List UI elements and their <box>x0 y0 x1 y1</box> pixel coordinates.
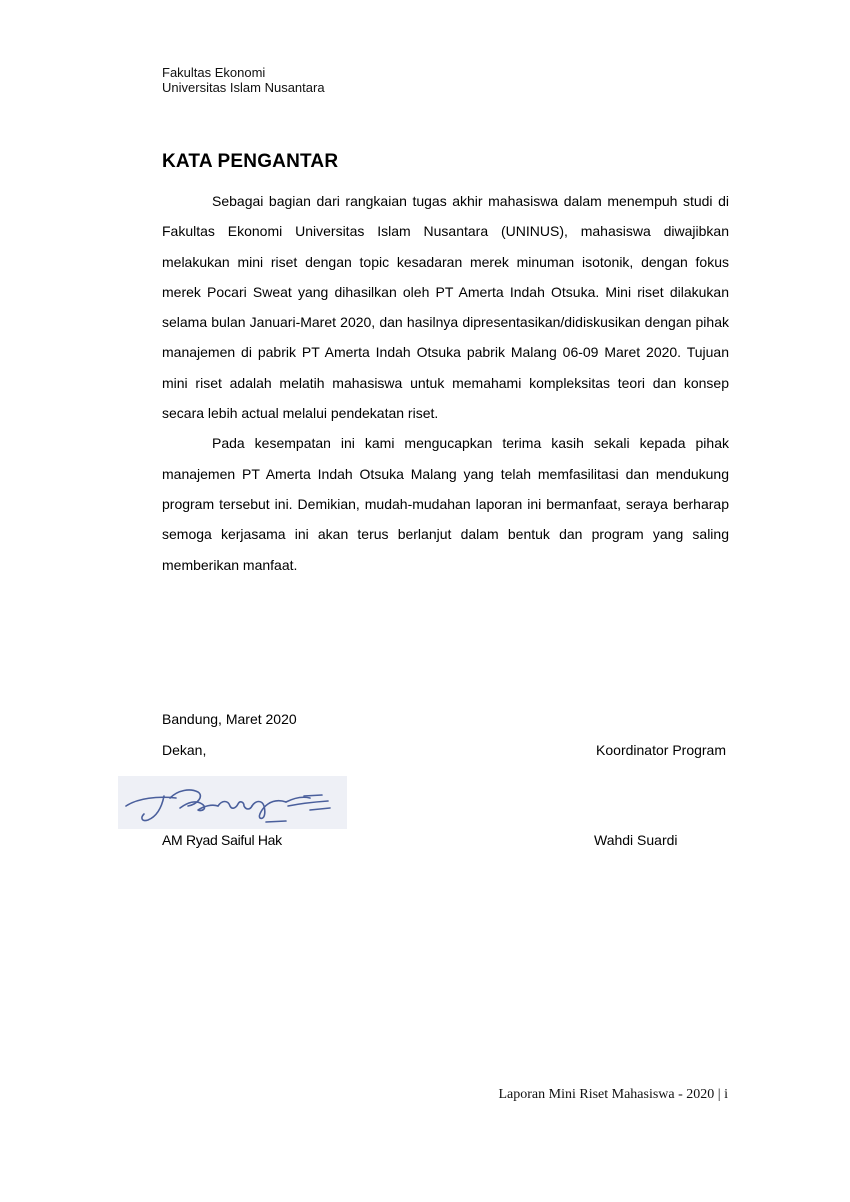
page-header <box>162 65 325 95</box>
paragraph-1: Sebagai bagian dari rangkaian tugas akhir mahasiswa dalam menempuh studi di Fakultas Ekonomi Universitas Islam Nusantara (UNINUS), mahasiswa diwajibkan melakukan mini riset dengan topic kesadaran merek minuman isotonik, dengan fokus merek Pocari Sweat yang dihasilkan oleh PT Amerta Indah Otsuka. Mini riset dilakukan selama bulan Januari-Maret 2020, dan hasilnya dipresentasikan/didiskusikan dengan pihak manajemen di pabrik PT Amerta Indah Otsuka pabrik Malang 06-09 Maret 2020. Tujuan mini riset adalah melatih mahasiswa untuk memahami kompleksitas teori dan konsep secara lebih actual melalui pendekatan riset. <box>162 193 729 422</box>
paragraph-2: Pada kesempatan ini kami mengucapkan terima kasih sekali kepada pihak manajemen PT Amerta Indah Otsuka Malang yang telah memfasilitasi dan mendukung program tersebut ini. Demikian, mudah-mudahan laporan ini bermanfaat, seraya berharap semoga kerjasama ini akan terus berlanjut dalam bentuk dan program yang saling memberikan manfaat. <box>162 435 729 573</box>
signature-image <box>118 776 347 829</box>
page-title: KATA PENGANTAR <box>162 151 339 172</box>
coordinator-name: Wahdi Suardi <box>594 832 678 848</box>
dean-name: AM Ryad Saiful Hak <box>162 832 282 848</box>
header-faculty: Fakultas Ekonomi <box>162 65 266 80</box>
coordinator-role: Koordinator Program <box>596 742 726 758</box>
page-footer: Laporan Mini Riset Mahasiswa - 2020 | i <box>498 1087 728 1102</box>
body-text <box>162 186 729 580</box>
header-university: Universitas Islam Nusantara <box>162 80 325 95</box>
place-date: Bandung, Maret 2020 <box>162 711 297 727</box>
handwritten-signature-icon <box>118 776 347 829</box>
dean-role: Dekan, <box>162 742 207 758</box>
